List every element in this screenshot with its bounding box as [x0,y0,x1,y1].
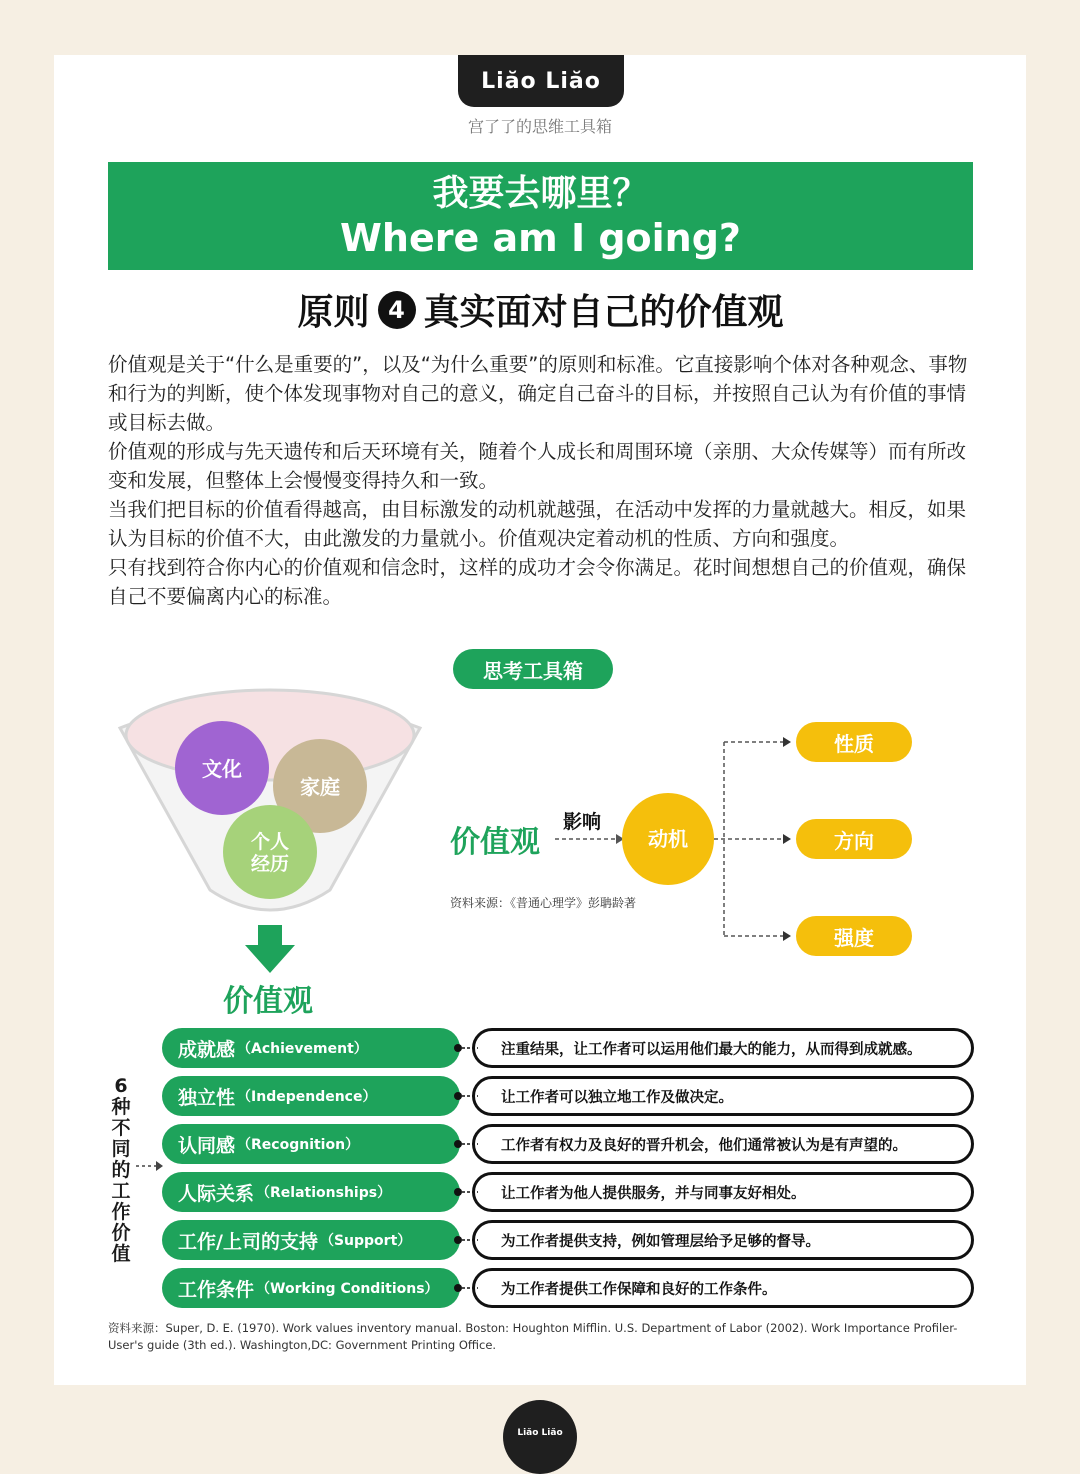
banner-title-cn: 我要去哪里？ [432,173,649,214]
footer-source: 资料来源：Super, D. E. (1970). Work values inventory manual. Boston: Houghton Mifflin. U.S. Department of Labor (2002). Work Importance Profiler-User's guide (3th ed.). Washington,DC: Government Printing Office. [108,1321,958,1352]
work-value-pill: 成就感 （Achievement） [162,1028,460,1068]
outcome-direction: 方向 [796,819,912,859]
values-source-label: 价值观 [450,825,540,860]
arrow-head-icon [783,931,791,941]
influence-verb: 影响 [563,811,602,833]
work-value-description: 为工作者提供工作保障和良好的工作条件。 [472,1268,974,1308]
brand-subtitle: 宫了了的思维工具箱 [467,117,612,136]
work-value-row [162,1076,978,1116]
work-value-row [162,1124,978,1164]
paragraph: 价值观的形成与先天遗传和后天环境有关，随着个人成长和周围环境（亲朋、大众传媒等）而有所改变和发展，但整体上会慢慢变得持久和一致。 [108,440,967,492]
paragraph: 只有找到符合你内心的价值观和信念时，这样的成功才会令你满足。花时间想想自己的价值观，确保自己不要偏离内心的标准。 [108,556,967,608]
work-value-description: 让工作者为他人提供服务，并与同事友好相处。 [472,1172,974,1212]
work-value-pill: 工作条件 （Working Conditions） [162,1268,460,1308]
funnel-result: 价值观 [223,984,313,1019]
work-values-list [108,1028,978,1313]
work-value-description: 注重结果，让工作者可以运用他们最大的能力，从而得到成就感。 [472,1028,974,1068]
work-value-pill: 认同感 （Recognition） [162,1124,460,1164]
culture-label: 文化 [202,757,242,781]
paragraph: 价值观是关于“什么是重要的”，以及“为什么重要”的原则和标准。它直接影响个体对各种观念、事物和行为的判断，使个体发现事物对自己的意义，确定自己奋斗的目标，并按照自己认为有价值的事情或目标去做。 [108,353,968,434]
funnel-rim [126,690,414,780]
work-value-row [162,1220,978,1260]
arrow-head-icon [783,834,791,844]
work-value-pill: 工作/上司的支持 （Support） [162,1220,460,1260]
work-value-row [162,1268,978,1308]
toolbox-label: 思考工具箱 [453,649,613,689]
body-text [108,350,973,611]
paragraph: 当我们把目标的价值看得越高，由目标激发的动机就越强，在活动中发挥的力量就越大。相反，如果认为目标的价值不大，由此激发的力量就小。价值观决定着动机的性质、方向和强度。 [108,498,967,550]
family-label: 家庭 [300,775,340,799]
principle-title: 真实面对自己的价值观 [423,292,784,333]
outcome-nature: 性质 [796,722,912,762]
work-value-row [162,1172,978,1212]
personal-label-2: 经历 [250,853,290,875]
motivation-label: 动机 [648,827,688,851]
work-value-pill: 人际关系 （Relationships） [162,1172,460,1212]
outcome-intensity: 强度 [796,916,912,956]
personal-label-1: 个人 [250,831,290,853]
work-values-side-label: 6 种 不 同 的 工 作 价 值 [111,1075,131,1265]
work-value-description: 让工作者可以独立地工作及做决定。 [472,1076,974,1116]
work-value-pill: 独立性 （Independence） [162,1076,460,1116]
work-value-row [162,1028,978,1068]
diagram-source: 资料来源：《普通心理学》彭聃龄著 [450,896,637,910]
arrow-head-icon [783,737,791,747]
brand-logo: Liăo Liăo [458,55,624,107]
work-value-description: 工作者有权力及良好的晋升机会，他们通常被认为是有声望的。 [472,1124,974,1164]
principle-prefix: 原则 [297,292,370,333]
bottom-logo: Liăo Liăo [503,1400,577,1474]
banner-title-en: Where am I going? [340,216,741,260]
work-value-description: 为工作者提供支持，例如管理层给予足够的督导。 [472,1220,974,1260]
down-arrow-icon [245,925,295,973]
principle-number: 4 [378,291,416,329]
title-banner [108,162,973,270]
funnel-diagram [110,680,430,980]
principle-heading [108,284,973,335]
side-arrow-icon [134,1156,164,1176]
